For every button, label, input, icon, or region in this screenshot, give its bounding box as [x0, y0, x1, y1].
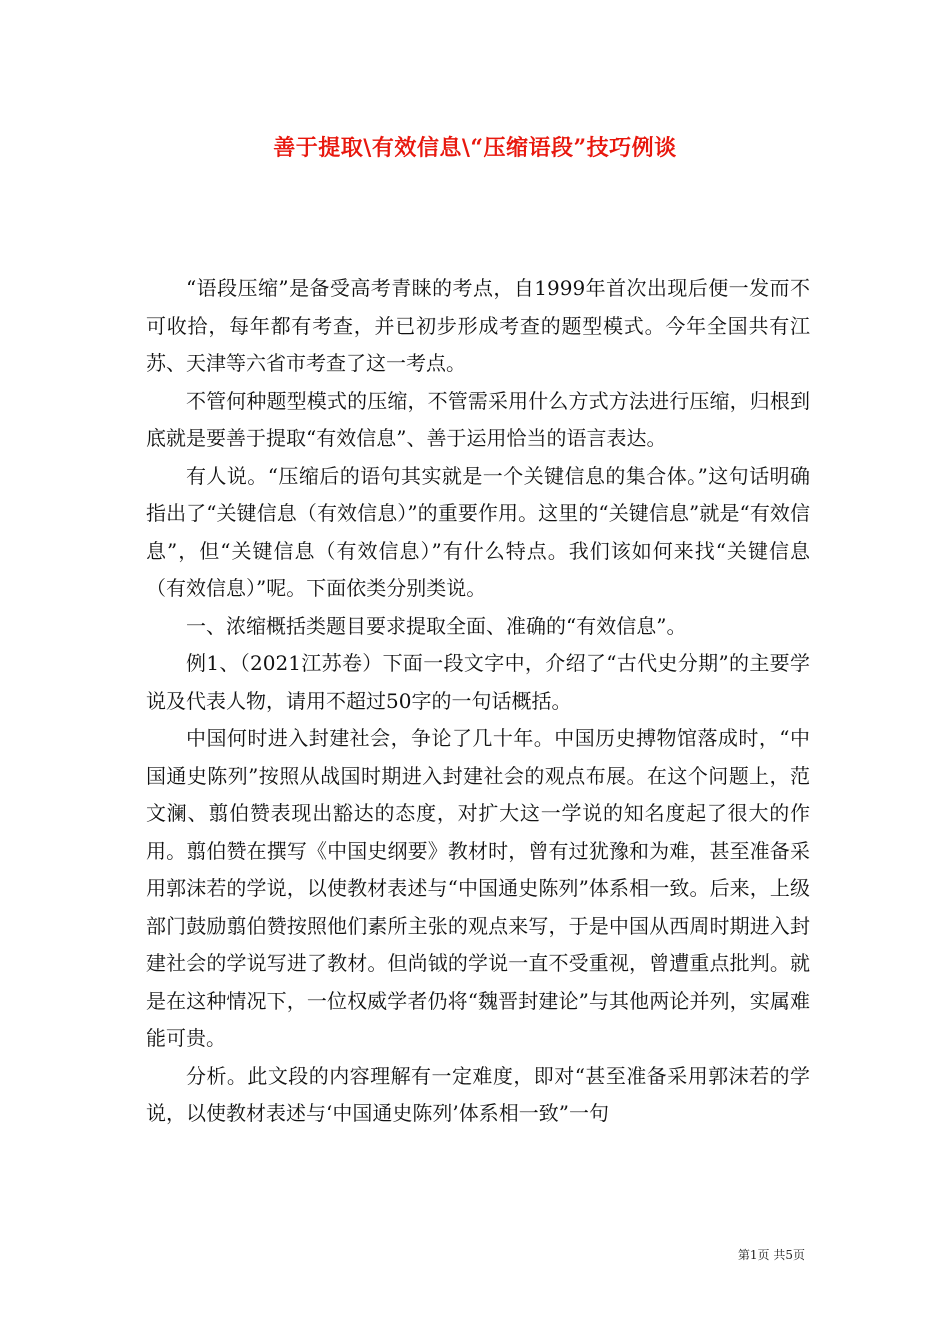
example-1-passage: 中国何时进入封建社会，争论了几十年。中国历史搏物馆落成时，“中国通史陈列”按照从战国时期进入封建社会的观点布展。在这个问题上，范文澜、翦伯赞表现出豁达的态度，对扩大这一学说的知名度起了很大的作用。翦伯赞在撰写《中国史纲要》教材时，曾有过犹豫和为难，甚至准备采用郭沫若的学说，以使教材表述与“中国通史陈列”体系相一致。后来，上级部门鼓励翦伯赞按照他们素所主张的观点来写，于是中国从西周时期进入封建社会的学说写进了教材。但尚钺的学说一直不受重视，曾遭重点批判。就是在这种情况下，一位权威学者仍将“魏晋封建论”与其他两论并列，实属难能可贵。 [146, 726, 810, 1050]
paragraph-intro: “语段压缩”是备受高考青睐的考点，自1999年首次出现后便一发而不可收拾，每年都有考查，并已初步形成考查的题型模式。今年全国共有江苏、天津等六省市考查了这一考点。 [146, 276, 810, 375]
paragraph-summary: 不管何种题型模式的压缩，不管需采用什么方式方法进行压缩，归根到底就是要善于提取“有效信息”、善于运用恰当的语言表达。 [146, 388, 810, 450]
paragraph-key-info: 有人说。“压缩后的语句其实就是一个关键信息的集合体。”这句话明确指出了“关键信息（有效信息）”的重要作用。这里的“关键信息”就是“有效信息”，但“关键信息（有效信息）”有什么特点。我们该如何来找“关键信息（有效信息）”呢。下面依类分别类说。 [146, 463, 810, 600]
document-title: 善于提取\有效信息\“压缩语段”技巧例谈 [273, 135, 677, 161]
example-1-prompt: 例1、（2021江苏卷）下面一段文字中，介绍了“古代史分期”的主要学说及代表人物，请用不超过50字的一句话概括。 [146, 651, 810, 713]
page-number: 第1页 共5页 [737, 1248, 805, 1262]
section-heading-1: 一、浓缩概括类题目要求提取全面、准确的“有效信息”。 [186, 613, 687, 638]
document-body [146, 270, 810, 1133]
example-1-analysis: 分析。此文段的内容理解有一定难度，即对“甚至准备采用郭沫若的学说，以使教材表述与‘中国通史陈列’体系相一致”一句 [146, 1063, 810, 1125]
